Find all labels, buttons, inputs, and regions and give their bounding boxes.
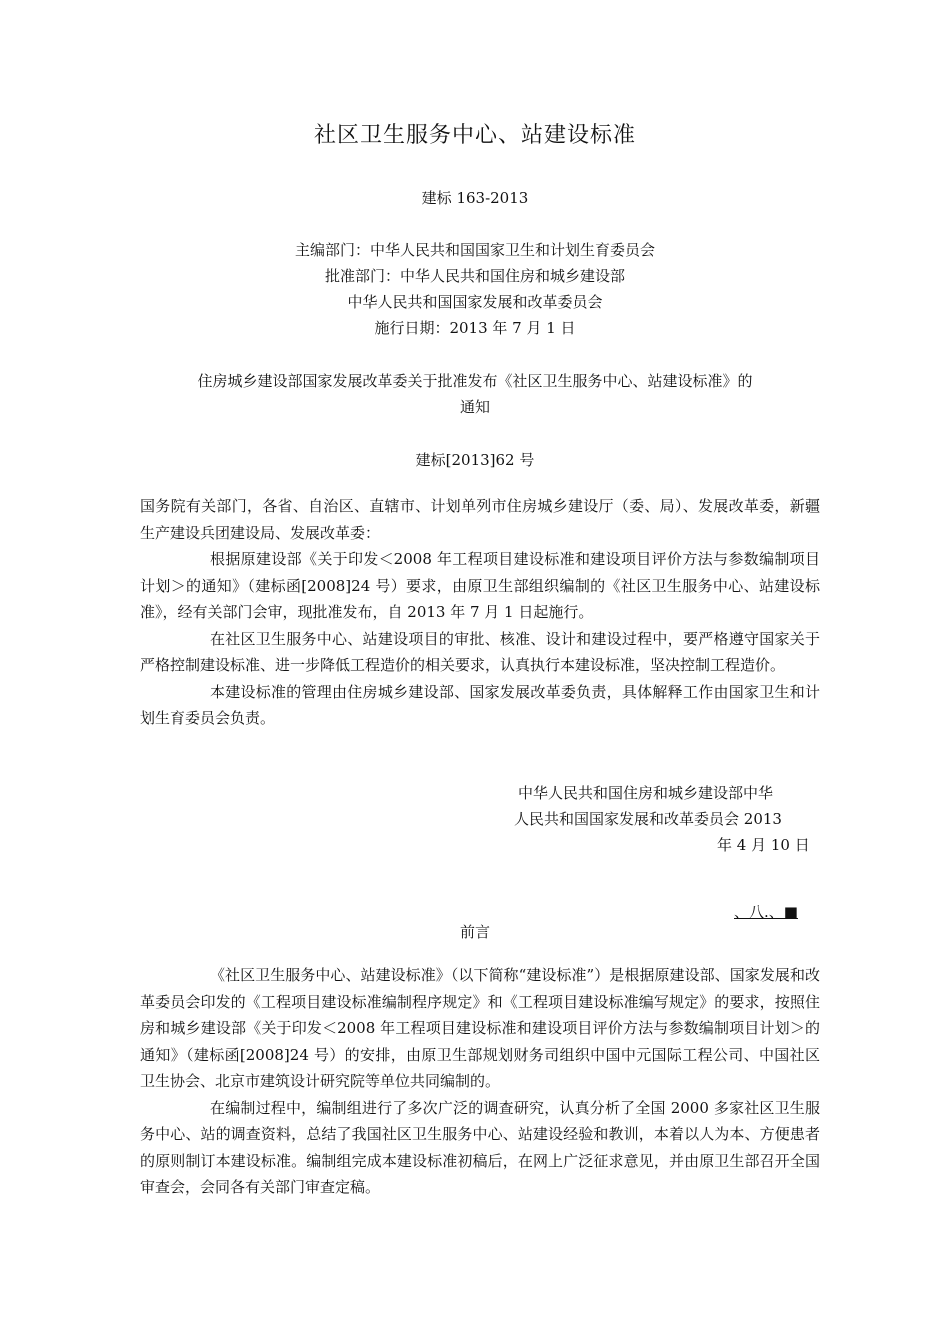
foreword-body xyxy=(140,962,820,1201)
signature-date: 年 4 月 10 日 xyxy=(717,836,810,854)
foreword-heading: 前言 xyxy=(459,923,490,941)
editor-department: 主编部门：中华人民共和国国家卫生和计划生育委员会 xyxy=(294,241,655,259)
foreword-paragraph: 在编制过程中，编制组进行了多次广泛的调查研究，认真分析了全国 2000 多家社区卫生服务中心、站的调查资料，总结了我国社区卫生服务中心、站建设经验和教训，本着以人为本、方便患者的原则制订本建设标准。编制组完成本建设标准初稿后，在网上广泛征求意见，并由原卫生部召开全国审查会，会同各有关部门审查定稿。 xyxy=(140,1098,820,1196)
foreword-paragraph: 《社区卫生服务中心、站建设标准》（以下简称“建设标准”）是根据原建设部、国家发展和改革委员会印发的《工程项目建设标准编制程序规定》和《工程项目建设标准编写规定》的要求，按照住房和城乡建设部《关于印发＜2008 年工程项目建设标准和建设项目评价方法与参数编制项目计划＞的通知》（建标函[2008]24 号）的安排，由原卫生部规划财务司组织中国中元国际工程公司、中国社区卫生协会、北京市建筑设计研究院等单位共同编制的。 xyxy=(140,966,820,1090)
notice-title-line2: 通知 xyxy=(459,398,490,416)
approving-department-2: 中华人民共和国国家发展和改革委员会 xyxy=(347,293,603,311)
notice-paragraph: 在社区卫生服务中心、站建设项目的审批、核准、设计和建设过程中，要严格遵守国家关于严格控制建设标准、进一步降低工程造价的相关要求，认真执行本建设标准，坚决控制工程造价。 xyxy=(140,629,820,674)
notice-body xyxy=(140,493,820,732)
effective-date: 施行日期：2013 年 7 月 1 日 xyxy=(374,319,576,337)
stray-mark: 、八.、■ xyxy=(734,903,798,921)
notice-paragraph: 根据原建设部《关于印发＜2008 年工程项目建设标准和建设项目评价方法与参数编制项目计划＞的通知》（建标函[2008]24 号）要求，由原卫生部组织编制的《社区卫生服务中心、站建设标准》，经有关部门会审，现批准发布，自 2013 年 7 月 1 日起施行。 xyxy=(140,550,820,621)
notice-addressee: 国务院有关部门，各省、自治区、直辖市、计划单列市住房城乡建设厅（委、局）、发展改革委，新疆生产建设兵团建设局、发展改革委： xyxy=(140,497,820,542)
notice-doc-number: 建标[2013]62 号 xyxy=(415,451,535,469)
document-title: 社区卫生服务中心、站建设标准 xyxy=(313,123,636,148)
approving-department: 批准部门：中华人民共和国住房和城乡建设部 xyxy=(324,267,625,285)
notice-paragraph: 本建设标准的管理由住房城乡建设部、国家发展改革委负责，具体解释工作由国家卫生和计划生育委员会负责。 xyxy=(140,682,820,727)
notice-title-line1: 住房城乡建设部国家发展改革委关于批准发布《社区卫生服务中心、站建设标准》的 xyxy=(197,372,753,390)
standard-code: 建标 163-2013 xyxy=(421,189,529,207)
signature-line2: 人民共和国国家发展和改革委员会 2013 xyxy=(514,810,782,828)
signature-line1: 中华人民共和国住房和城乡建设部中华 xyxy=(518,784,774,802)
